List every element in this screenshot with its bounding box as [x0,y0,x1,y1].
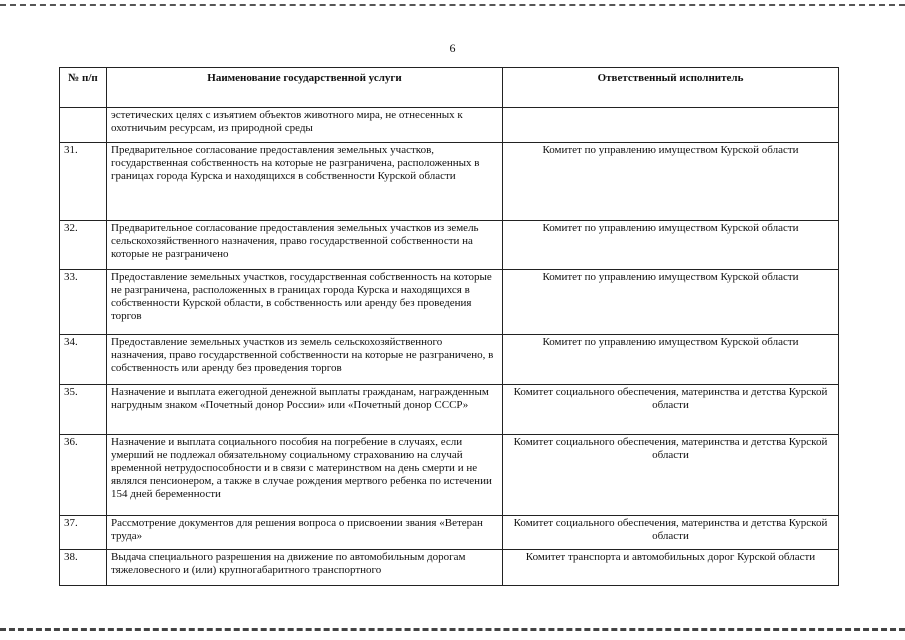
row-service: Предоставление земельных участков, государственная собственность на которые не разграничена, расположенных в границах города Курска и находящихся в собственности Курской области, в собственность или аренду без проведения торгов [107,270,503,335]
table-row [60,108,839,143]
row-executor [503,108,839,143]
row-executor: Комитет социального обеспечения, материнства и детства Курской области [503,385,839,435]
row-num: 32. [60,221,107,270]
scan-top-border [0,4,905,6]
row-executor: Комитет социального обеспечения, материнства и детства Курской области [503,435,839,516]
row-executor: Комитет по управлению имуществом Курской области [503,221,839,270]
table-row [60,550,839,586]
row-num: 33. [60,270,107,335]
row-service: эстетических целях с изъятием объектов животного мира, не отнесенных к охотничьим ресурсам, из природной среды [107,108,503,143]
row-service: Выдача специального разрешения на движение по автомобильным дорогам тяжеловесного и (или) крупногабаритного транспортного [107,550,503,586]
table-row [60,270,839,335]
row-service: Предварительное согласование предоставления земельных участков из земель сельскохозяйственного назначения, право государственной собственности на которые не разграничено [107,221,503,270]
header-executor: Ответственный исполнитель [503,68,839,108]
row-executor: Комитет по управлению имуществом Курской области [503,143,839,221]
scan-bottom-border [0,628,905,631]
row-service: Назначение и выплата ежегодной денежной выплаты гражданам, награжденным нагрудным знаком «Почетный донор России» или «Почетный донор СССР» [107,385,503,435]
header-service: Наименование государственной услуги [107,68,503,108]
row-num: 38. [60,550,107,586]
row-executor: Комитет транспорта и автомобильных дорог Курской области [503,550,839,586]
row-executor: Комитет по управлению имуществом Курской области [503,270,839,335]
table-row [60,516,839,550]
row-num: 35. [60,385,107,435]
row-service: Предварительное согласование предоставления земельных участков, государственная собственность на которые не разграничена, расположенных в границах города Курска и находящихся в собственности Курской области [107,143,503,221]
row-num: 36. [60,435,107,516]
table-row [60,143,839,221]
header-num: № п/п [60,68,107,108]
table-row [60,435,839,516]
row-num: 37. [60,516,107,550]
row-executor: Комитет по управлению имуществом Курской области [503,335,839,385]
row-service: Назначение и выплата социального пособия на погребение в случаях, если умерший не подлежал обязательному социальному страхованию на случай временной нетрудоспособности и в связи с материнством на день смерти и не являлся пенсионером, а также в случае рождения мертвого ребенка по истечении 154 дней беременности [107,435,503,516]
table-row [60,385,839,435]
table-header-row [60,68,839,108]
row-service: Рассмотрение документов для решения вопроса о присвоении звания «Ветеран труда» [107,516,503,550]
table-row [60,335,839,385]
row-num [60,108,107,143]
table-row [60,221,839,270]
row-service: Предоставление земельных участков из земель сельскохозяйственного назначения, право государственной собственности на которые не разграничено, в собственность или аренду без проведения торгов [107,335,503,385]
row-num: 34. [60,335,107,385]
services-table [59,67,839,586]
row-num: 31. [60,143,107,221]
row-executor: Комитет социального обеспечения, материнства и детства Курской области [503,516,839,550]
page-number: 6 [449,41,456,55]
